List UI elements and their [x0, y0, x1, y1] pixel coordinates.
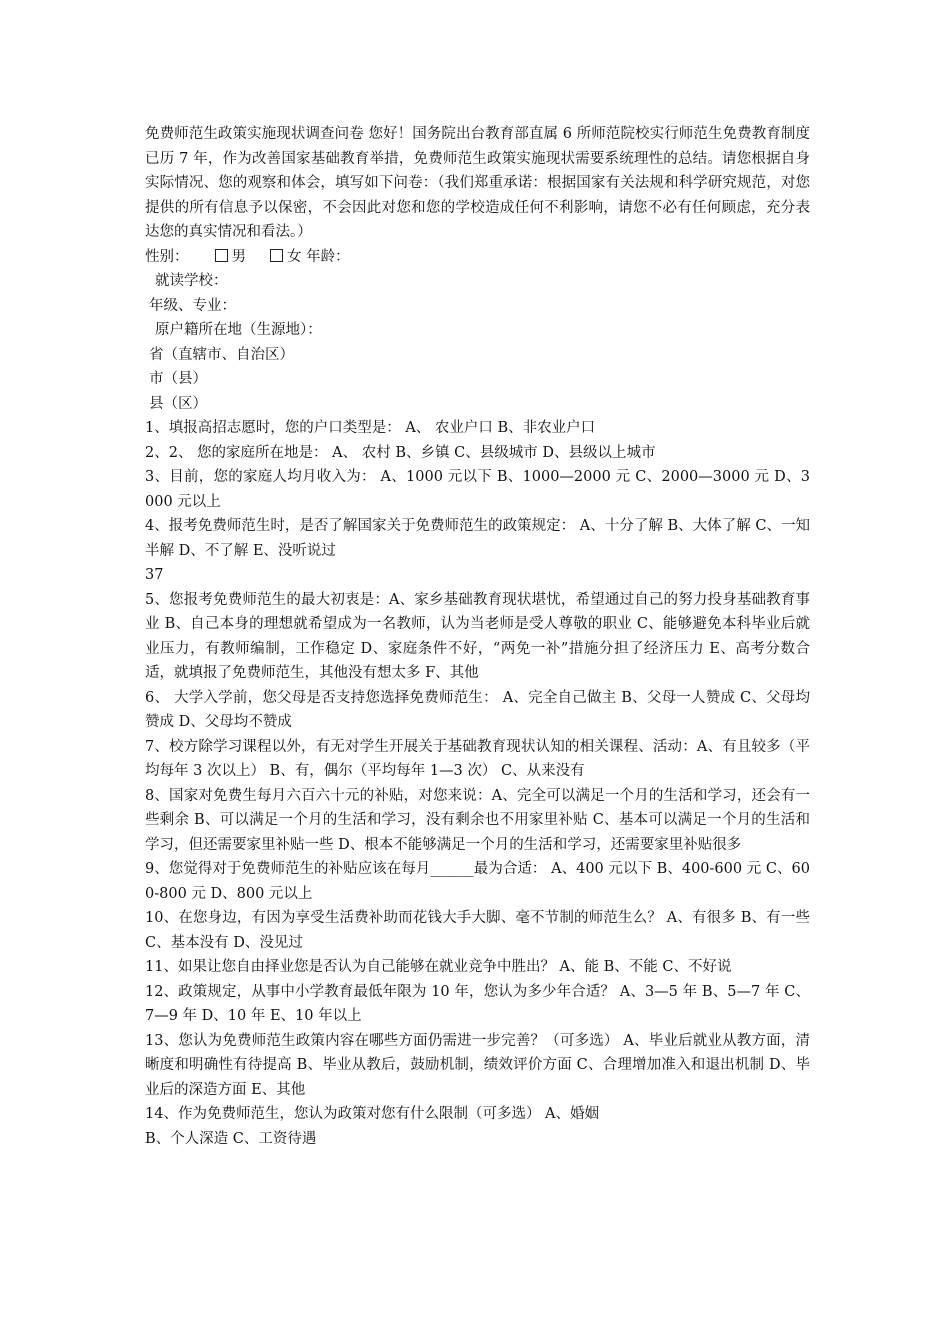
question-14: 14、作为免费师范生，您认为政策对您有什么限制（可多选） A、婚姻 [145, 1106, 600, 1122]
question-6: 6、 大学入学前，您父母是否支持您选择免费师范生： A、完全自己做主 B、父母一人赞成 C、父母均赞成 D、父母均不赞成 [145, 689, 810, 730]
intro-paragraph: 免费师范生政策实施现状调查问卷 您好！国务院出台教育部直属 6 所师范院校实行师范生免费教育制度已历 7 年，作为改善国家基础教育举措，免费师范生政策实施现状需要系统理性的总结。请您根据自身实际情况、您的观察和体会，填写如下问卷：（我们郑重承诺：根据国家有关法规和科学研究规范，对您提供的所有信息予以保密，不会因此对您和您的学校造成任何不利影响，请您不必有任何顾虑，充分表达您的真实情况和看法。） [145, 126, 810, 240]
question-9: 9、您觉得对于免费师范生的补贴应该在每月______最为合适： A、400 元以下 B、400-600 元 C、600-800 元 D、800 元以上 [145, 861, 810, 902]
school-field: 就读学校： [155, 273, 228, 289]
question-14-continued: B、个人深造 C、工资待遇 [145, 1130, 317, 1147]
province-field: 省（直辖市、自治区） [149, 346, 294, 363]
question-8: 8、国家对免费生每月六百六十元的补贴，对您来说：A、完全可以满足一个月的生活和学习，还会有一些剩余 B、可以满足一个月的生活和学习，没有剩余也不用家里补贴 C、基本可以满足一个月的生活和学习，但还需要家里补贴一些 D、根本不能够满足一个月的生活和学习，还需要家里补贴很多 [145, 787, 810, 853]
male-checkbox-icon[interactable] [215, 249, 228, 262]
gender-row [145, 245, 810, 270]
question-1: 1、填报高招志愿时，您的户口类型是： A、 农业户口 B、非农业户口 [145, 420, 596, 436]
question-4: 4、报考免费师范生时，是否了解国家关于免费师范生的政策规定： A、十分了解 B、大体了解 C、一知半解 D、不了解 E、没听说过 [145, 518, 810, 559]
question-5: 5、您报考免费师范生的最大初衷是：A、家乡基础教育现状堪忧，希望通过自己的努力投身基础教育事业 B、自己本身的理想就希望成为一名教师，认为当老师是受人尊敬的职业 C、能够避免本科毕业后就业压力，有教师编制，工作稳定 D、家庭条件不好，“两免一补”措施分担了经济压力 E、高考分数合适，就填报了免费师范生，其他没有想太多 F、其他 [145, 591, 810, 681]
female-checkbox-icon[interactable] [270, 249, 283, 262]
question-12: 12、政策规定，从事中小学教育最低年限为 10 年，您认为多少年合适？ A、3—5 年 B、5—7 年 C、7—9 年 D、10 年 E、10 年以上 [145, 983, 810, 1024]
county-field: 县（区） [149, 395, 207, 412]
questionnaire-page [145, 122, 810, 1151]
grade-field: 年级、专业： [149, 297, 236, 314]
question-10: 10、在您身边，有因为享受生活费补助而花钱大手大脚、毫不节制的师范生么？ A、有很多 B、有一些 C、基本没有 D、没见过 [145, 910, 810, 951]
question-13: 13、您认为免费师范生政策内容在哪些方面仍需进一步完善？（可多选） A、毕业后就业从教方面，清晰度和明确性有待提高 B、毕业从教后，鼓励机制，绩效评价方面 C、合理增加准入和退出机制 D、毕业后的深造方面 E、其他 [145, 1032, 810, 1098]
female-age-label: 女 年龄： [287, 248, 350, 265]
question-3: 3、目前，您的家庭人均月收入为： A、1000 元以下 B、1000—2000 元 C、2000—3000 元 D、3000 元以上 [145, 469, 810, 510]
gender-label: 性别： [145, 248, 189, 265]
page-number: 37 [145, 567, 164, 583]
question-11: 11、如果让您自由择业您是否认为自己能够在就业竞争中胜出？ A、能 B、不能 C、不好说 [145, 959, 732, 975]
male-option: 男 [231, 248, 246, 265]
question-7: 7、校方除学习课程以外，有无对学生开展关于基础教育现状认知的相关课程、活动：A、有且较多（平均每年 3 次以上） B、有，偶尔（平均每年 1—3 次） C、从来没有 [145, 738, 810, 779]
origin-field: 原户籍所在地（生源地）： [155, 322, 322, 338]
question-2: 2、2、 您的家庭所在地是： A、 农村 B、乡镇 C、县级城市 D、县级以上城市 [145, 444, 656, 461]
city-field: 市（县） [149, 371, 207, 387]
